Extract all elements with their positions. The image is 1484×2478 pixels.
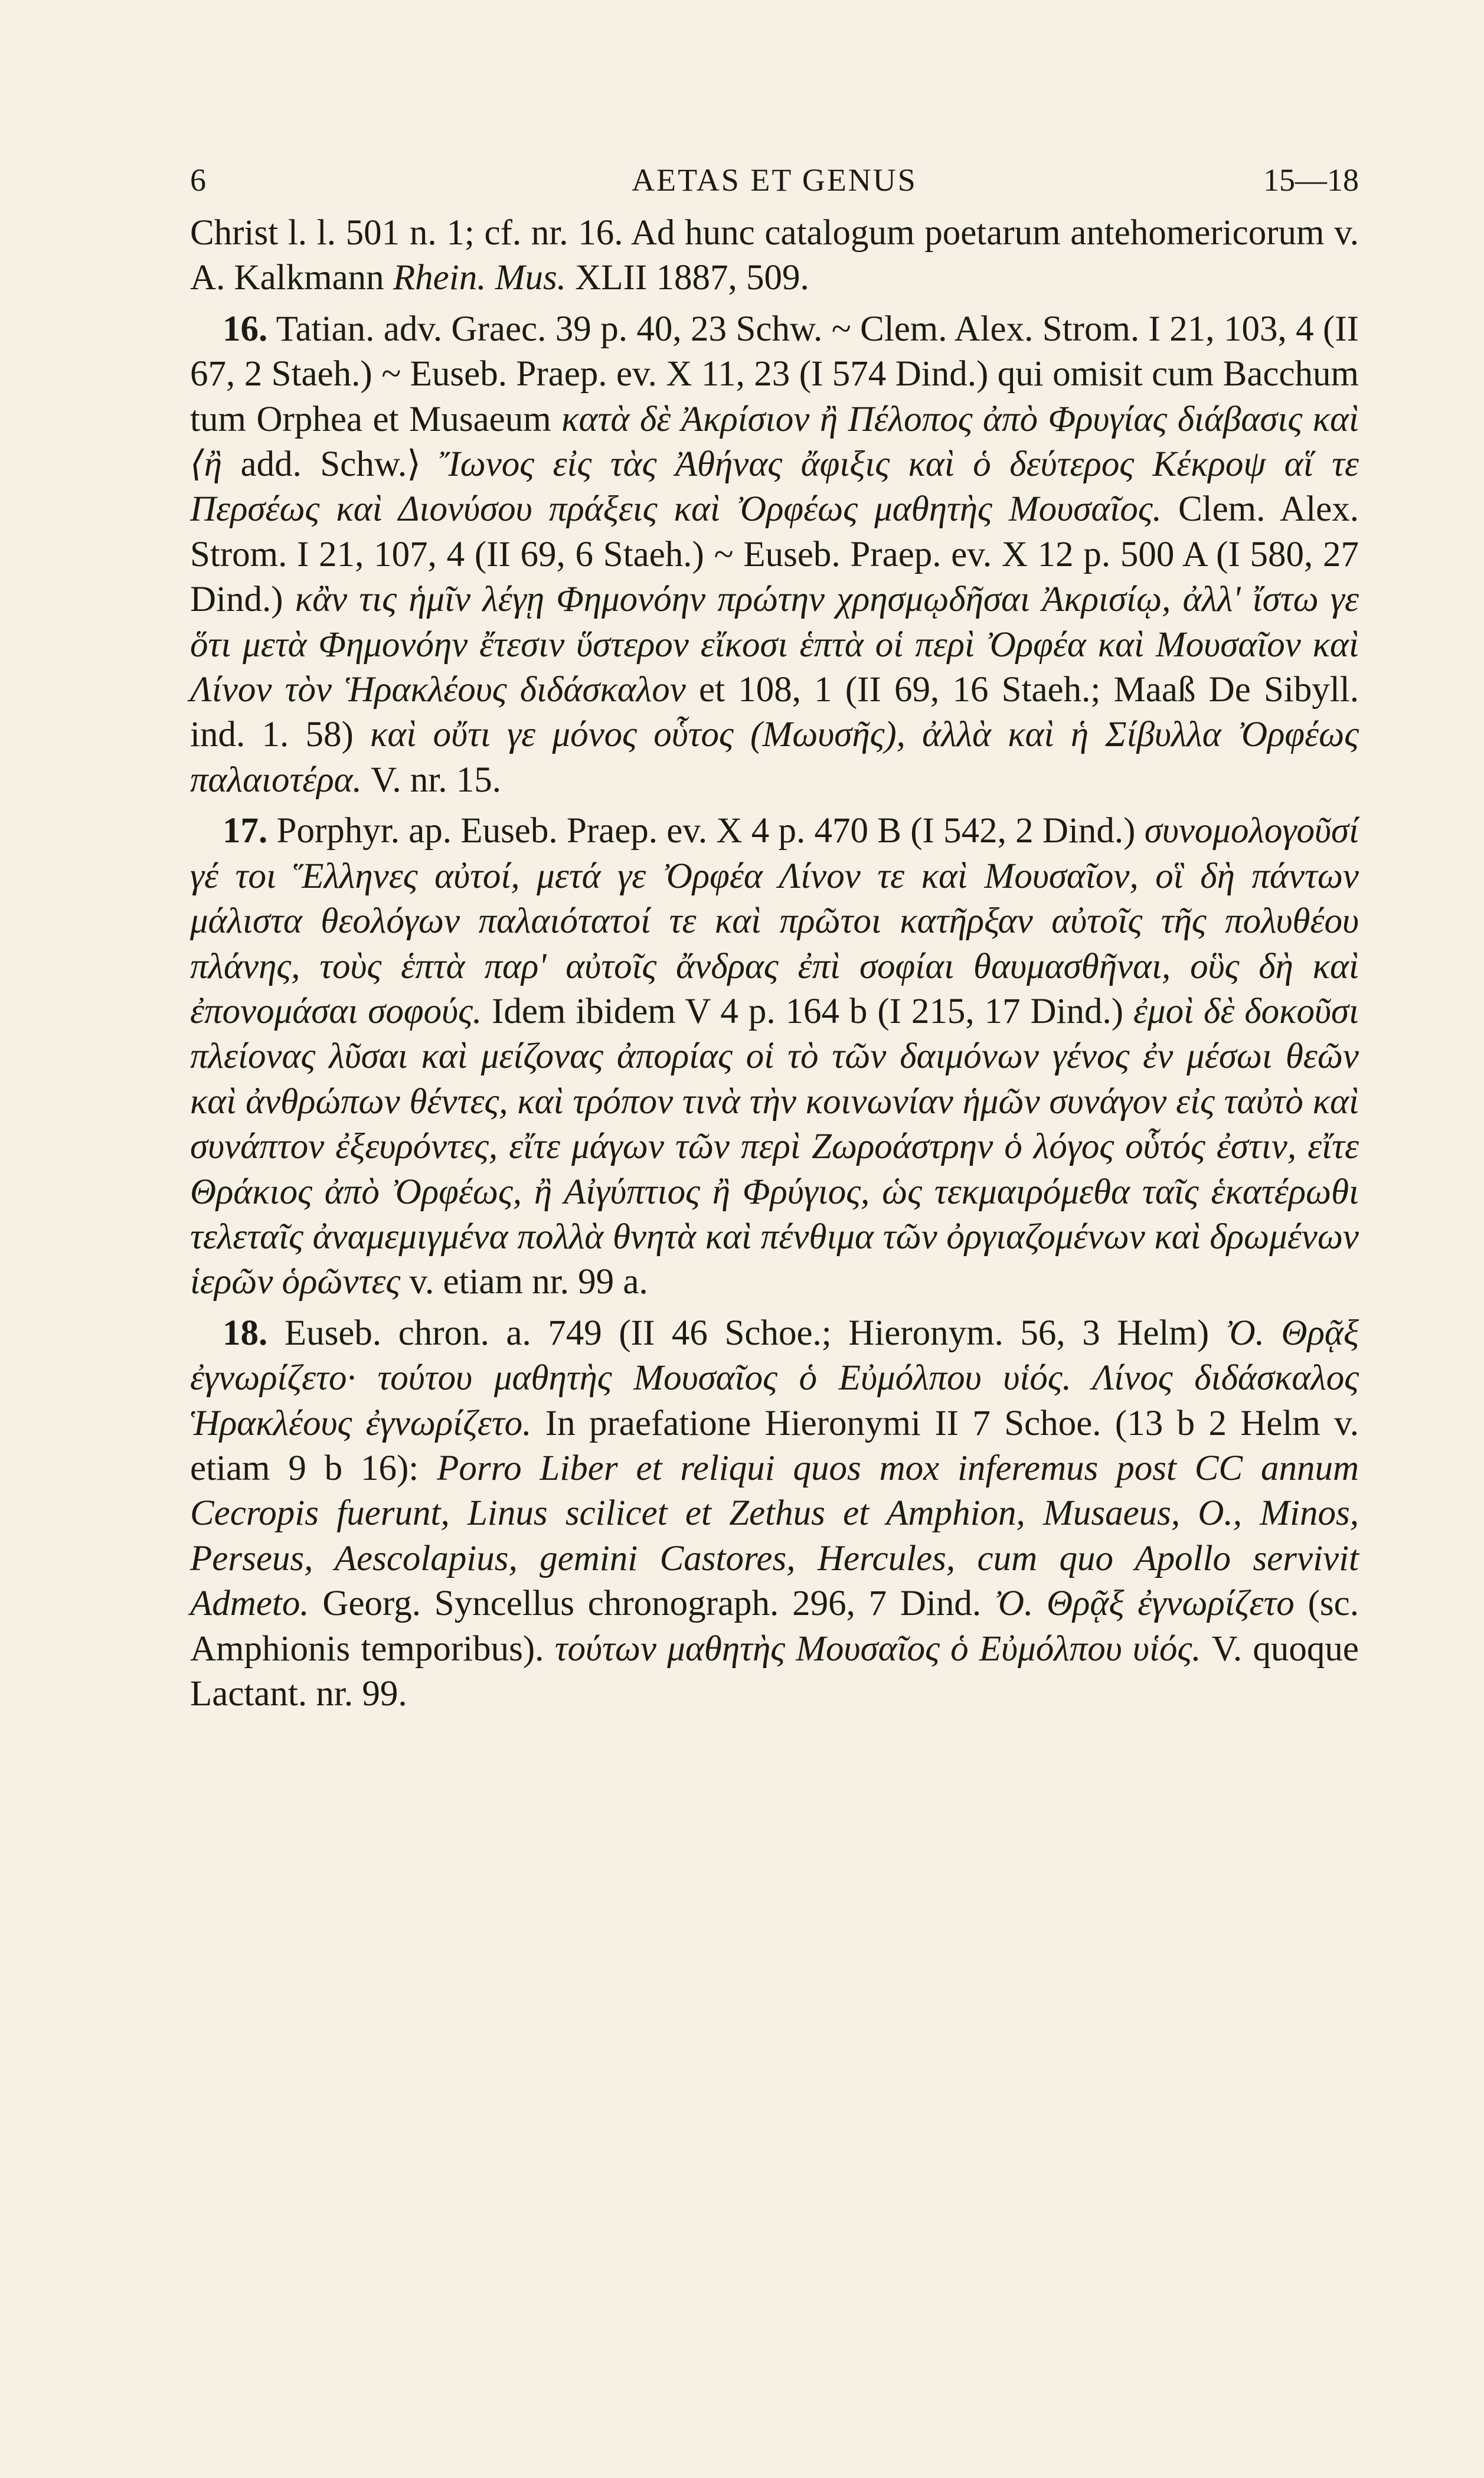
greek-quotation: τούτων μαθητὴς Μουσαῖος ὁ Εὐμόλπου υἱός.: [554, 1629, 1201, 1669]
greek-quotation: Ὀ. Θρᾷξ ἐγνωρίζετο: [994, 1584, 1295, 1624]
entry-number: 17.: [223, 811, 268, 851]
citation-text: Georg. Syncellus chronograph. 296, 7 Dind.: [309, 1584, 995, 1624]
greek-quotation: συνομολογοῦσί γέ τοι Ἕλληνες αὐτοί, μετά γε Ὀρφέα Λίνον τε καὶ Μουσαῖον, οἳ δὴ πάντων μάλιστα θεολόγων παλαιότατοί τε καὶ πρῶτοι κατῆρξαν αὐτοῖς τῆς πολυθέου πλάνης, τοὺς ἑπτὰ παρ' αὐτοῖς ἄνδρας ἐπὶ σοφίαι θαυμασθῆναι, οὓς δὴ καὶ ἐπονομάσαι σοφούς.: [190, 811, 1359, 1031]
document-page: [190, 156, 1359, 1717]
citation-text: Tatian. adv. Graec. 39 p. 40, 23 Schw. ~ Clem. Alex. Strom. I 21, 103, 4 (II 67, 2 Staeh.) ~ Euseb. Praep. ev. X 11, 23 (I 574 Dind.) qui omisit cum Bacchum tum Orphea et Musaeum: [190, 309, 1359, 439]
greek-quotation: ἐμοὶ δὲ δοκοῦσι πλείονας λῦσαι καὶ μείζονας ἀπορίας οἱ τὸ τῶν δαιμόνων γένος ἐν μέσωι θεῶν καὶ ἀνθρώπων θέντες, καὶ τρόπον τινὰ τὴν κοινωνίαν ἡμῶν συνάγον εἰς ταὐτὸ καὶ συνάπτον ἐξευρόντες, εἴτε μάγων τῶν περὶ Ζωροάστρην ὁ λόγος οὗτός ἐστιν, εἴτε Θράκιος ἀπὸ Ὀρφέως, ἢ Αἰγύπτιος ἢ Φρύγιος, ὡς τεκμαιρόμεθα ταῖς ἑκατέρωθι τελεταῖς ἀναμεμιγμένα πολλὰ θνητὰ καὶ πένθιμα τῶν ὀργιαζομένων καὶ δρωμένων ἱερῶν ὁρῶντες: [190, 991, 1359, 1302]
citation-text: Idem ibidem V 4 p. 164 b (I 215, 17 Dind.): [482, 991, 1133, 1031]
greek-quotation: κατὰ δὲ Ἀκρίσιον ἢ Πέλοπος ἀπὸ Φρυγίας διάβασις καὶ ⟨ἢ: [190, 399, 1359, 485]
citation-text: V. quoque Lactant. nr. 99.: [190, 1629, 1359, 1714]
citation-text: In praefatione Hieronymi II 7 Schoe. (13 b 2 Helm v. etiam 9 b 16):: [190, 1403, 1359, 1488]
citation-text: add. Schw.⟩: [222, 444, 440, 485]
greek-quotation: Ὀ. Θρᾷξ ἐγνωρίζετο· τούτου μαθητὴς Μουσαῖος ὁ Εὐμόλπου υἱός. Λίνος διδάσκαλος Ἡρακλέους ἐγνωρίζετο.: [190, 1313, 1359, 1443]
citation-text: Christ l. l. 501 n. 1; cf. nr. 16. Ad hunc catalogum poetarum antehomericorum v. A. Kalkmann: [190, 213, 1359, 298]
italic-text: Rhein. Mus.: [393, 258, 566, 298]
citation-text: et 108, 1 (II 69, 16 Staeh.; Maaß De Sibyll. ind. 1. 58): [190, 670, 1359, 755]
greek-quotation: Ἴωνος εἰς τὰς Ἀθήνας ἄφιξις καὶ ὁ δεύτερος Κέκροψ αἵ τε Περσέως καὶ Διονύσου πράξεις καὶ Ὀρφέως μαθητὴς Μουσαῖος.: [190, 444, 1359, 529]
body-text: [190, 211, 1359, 1717]
running-title: AETAS ET GENUS: [632, 162, 917, 198]
paragraph-p17: [190, 809, 1359, 1305]
greek-quotation: κἂν τις ἡμῖν λέγῃ Φημονόην πρώτην χρησμῳδῆσαι Ἀκρισίῳ, ἀλλ' ἴστω γε ὅτι μετὰ Φημονόην ἔτεσιν ὕστερον εἴκοσι ἑπτὰ οἱ περὶ Ὀρφέα καὶ Μουσαῖον καὶ Λίνον τὸν Ἡρακλέους διδάσκαλον: [190, 580, 1359, 710]
citation-text: Euseb. chron. a. 749 (II 46 Schoe.; Hieronym. 56, 3 Helm): [284, 1313, 1226, 1353]
citation-text: Clem. Alex. Strom. I 21, 107, 4 (II 69, 6 Staeh.) ~ Euseb. Praep. ev. X 12 p. 500 A (I 580, 27 Dind.): [190, 489, 1359, 620]
citation-text: XLII 1887, 509.: [566, 258, 809, 298]
page-number: 6: [190, 162, 206, 198]
citation-text: Porphyr. ap. Euseb. Praep. ev. X 4 p. 470 B (I 542, 2 Dind.): [276, 811, 1145, 851]
entry-number: 18.: [223, 1313, 268, 1353]
paragraph-p15-cont: [190, 211, 1359, 301]
citation-text: V. nr. 15.: [361, 760, 502, 800]
running-head: [190, 156, 1359, 204]
citation-text: (sc. Amphionis temporibus).: [190, 1584, 1359, 1669]
entry-number: 16.: [223, 309, 268, 349]
entry-range: 15—18: [1263, 162, 1359, 198]
paragraph-p18: [190, 1311, 1359, 1717]
paragraph-p16: [190, 307, 1359, 803]
citation-text: v. etiam nr. 99 a.: [400, 1262, 648, 1302]
greek-quotation: καὶ οὔτι γε μόνος οὗτος (Μωυσῆς), ἀλλὰ καὶ ἡ Σίβυλλα Ὀρφέως παλαιοτέρα.: [190, 715, 1359, 800]
italic-text: Porro Liber et reliqui quos mox inferemus post CC annum Cecropis fuerunt, Linus scilicet et Zethus et Amphion, Musaeus, O., Minos, Perseus, Aescolapius, gemini Castores, Hercules, cum quo Apollo servivit Admeto.: [190, 1448, 1359, 1624]
